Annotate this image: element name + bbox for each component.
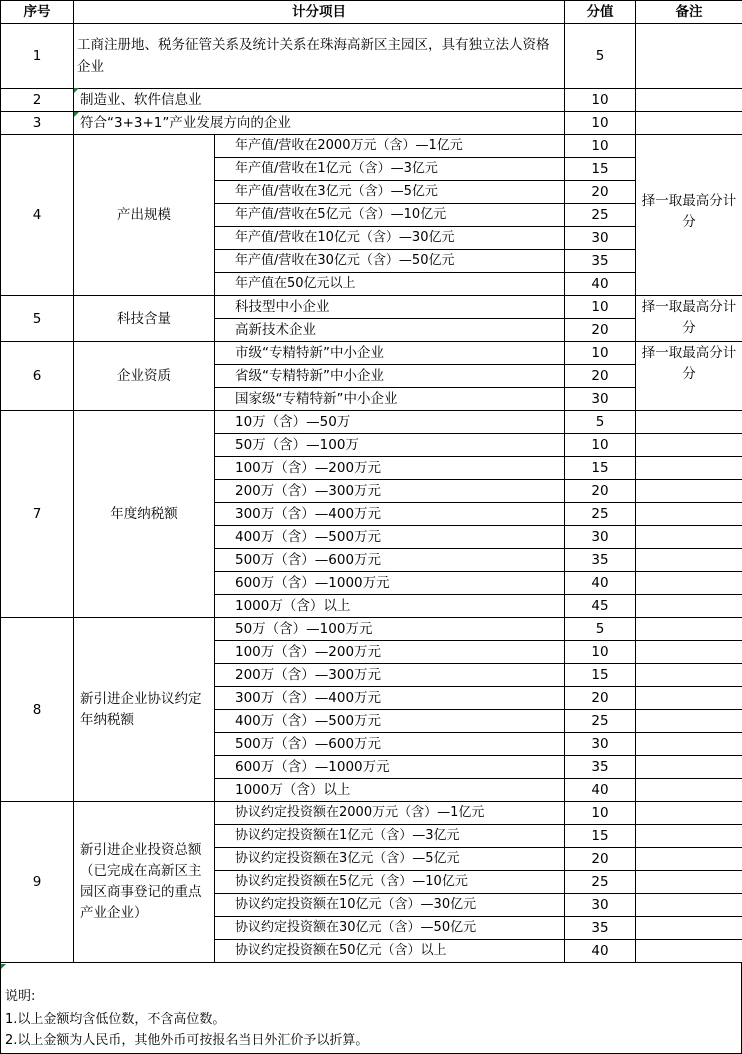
criterion-label: 1000万（含）以上 — [215, 779, 565, 802]
row-note — [636, 480, 742, 503]
group-note: 择一取最高分计分 — [636, 342, 742, 411]
row-note — [636, 848, 742, 871]
criterion-score: 40 — [565, 940, 636, 963]
criterion-label: 年产值/营收在30亿元（含）—50亿元 — [215, 250, 565, 273]
criterion-label: 年产值/营收在10亿元（含）—30亿元 — [215, 227, 565, 250]
criterion-label: 500万（含）—600万元 — [215, 733, 565, 756]
criterion-label: 400万（含）—500万元 — [215, 710, 565, 733]
row-note — [636, 917, 742, 940]
criterion-label: 500万（含）—600万元 — [215, 549, 565, 572]
header-note: 备注 — [636, 1, 742, 24]
header-seq: 序号 — [1, 1, 74, 24]
row-note — [636, 618, 742, 641]
table-row — [1, 135, 742, 158]
criterion-score: 15 — [565, 664, 636, 687]
group-seq: 9 — [1, 802, 74, 963]
group-seq: 8 — [1, 618, 74, 802]
row-note — [636, 779, 742, 802]
criterion-label: 年产值/营收在1亿元（含）—3亿元 — [215, 158, 565, 181]
notes-line-1: 1.以上金额均含低位数，不含高位数。 — [5, 1012, 226, 1027]
row-note — [636, 526, 742, 549]
criterion-score: 40 — [565, 779, 636, 802]
criterion-score: 40 — [565, 572, 636, 595]
group-note: 择一取最高分计分 — [636, 135, 742, 296]
criterion-label: 年产值/营收在2000万元（含）—1亿元 — [215, 135, 565, 158]
table-row — [1, 89, 742, 112]
group-seq: 4 — [1, 135, 74, 296]
criterion-label: 市级“专精特新”中小企业 — [215, 342, 565, 365]
criterion-label: 年产值/营收在5亿元（含）—10亿元 — [215, 204, 565, 227]
criterion-score: 15 — [565, 457, 636, 480]
criterion-score: 5 — [565, 411, 636, 434]
group-name: 产出规模 — [74, 135, 215, 296]
row-note — [636, 24, 742, 89]
table-row — [1, 802, 742, 825]
row-score: 10 — [565, 112, 636, 135]
criterion-score: 30 — [565, 388, 636, 411]
criterion-label: 协议约定投资额在2000万元（含）—1亿元 — [215, 802, 565, 825]
cell-marker-icon — [1, 964, 6, 969]
criterion-score: 15 — [565, 825, 636, 848]
criterion-label: 协议约定投资额在1亿元（含）—3亿元 — [215, 825, 565, 848]
criterion-score: 30 — [565, 526, 636, 549]
row-seq: 1 — [1, 24, 74, 89]
criterion-score: 30 — [565, 733, 636, 756]
group-seq: 6 — [1, 342, 74, 411]
row-item: 工商注册地、税务征管关系及统计关系在珠海高新区主园区，具有独立法人资格企业 — [74, 24, 565, 89]
criterion-label: 国家级“专精特新”中小企业 — [215, 388, 565, 411]
criterion-label: 科技型中小企业 — [215, 296, 565, 319]
criterion-score: 25 — [565, 710, 636, 733]
group-name: 新引进企业协议约定年纳税额 — [74, 618, 215, 802]
group-seq: 7 — [1, 411, 74, 618]
criterion-score: 20 — [565, 480, 636, 503]
criterion-label: 省级“专精特新”中小企业 — [215, 365, 565, 388]
group-seq: 5 — [1, 296, 74, 342]
criterion-label: 年产值/营收在3亿元（含）—5亿元 — [215, 181, 565, 204]
row-item: 符合“3+3+1”产业发展方向的企业 — [74, 112, 565, 135]
criterion-label: 年产值在50亿元以上 — [215, 273, 565, 296]
criterion-label: 300万（含）—400万元 — [215, 503, 565, 526]
criterion-label: 协议约定投资额在50亿元（含）以上 — [215, 940, 565, 963]
criterion-score: 35 — [565, 549, 636, 572]
header-row — [1, 1, 742, 24]
table-row — [1, 296, 742, 319]
criterion-label: 协议约定投资额在30亿元（含）—50亿元 — [215, 917, 565, 940]
cell-marker-icon — [74, 112, 79, 117]
criterion-label: 50万（含）—100万 — [215, 434, 565, 457]
header-item: 计分项目 — [74, 1, 565, 24]
criterion-score: 35 — [565, 756, 636, 779]
criterion-score: 25 — [565, 204, 636, 227]
row-item: 制造业、软件信息业 — [74, 89, 565, 112]
group-name: 新引进企业投资总额（已完成在高新区主园区商事登记的重点产业企业） — [74, 802, 215, 963]
criterion-score: 10 — [565, 434, 636, 457]
criterion-score: 20 — [565, 319, 636, 342]
criterion-score: 45 — [565, 595, 636, 618]
criterion-score: 5 — [565, 618, 636, 641]
criterion-score: 20 — [565, 848, 636, 871]
row-note — [636, 871, 742, 894]
row-seq: 3 — [1, 112, 74, 135]
table-row — [1, 342, 742, 365]
row-note — [636, 411, 742, 434]
criterion-score: 20 — [565, 687, 636, 710]
criterion-label: 1000万（含）以上 — [215, 595, 565, 618]
criterion-score: 35 — [565, 917, 636, 940]
criterion-score: 10 — [565, 135, 636, 158]
criterion-label: 100万（含）—200万元 — [215, 457, 565, 480]
row-note — [636, 802, 742, 825]
criterion-score: 30 — [565, 227, 636, 250]
row-note — [636, 595, 742, 618]
group-note: 择一取最高分计分 — [636, 296, 742, 342]
row-note — [636, 572, 742, 595]
row-note — [636, 503, 742, 526]
criterion-score: 20 — [565, 365, 636, 388]
criterion-label: 50万（含）—100万元 — [215, 618, 565, 641]
criterion-score: 10 — [565, 342, 636, 365]
row-note — [636, 641, 742, 664]
criterion-label: 协议约定投资额在3亿元（含）—5亿元 — [215, 848, 565, 871]
criterion-score: 10 — [565, 641, 636, 664]
criterion-score: 25 — [565, 871, 636, 894]
criterion-label: 协议约定投资额在10亿元（含）—30亿元 — [215, 894, 565, 917]
group-name: 企业资质 — [74, 342, 215, 411]
criterion-score: 35 — [565, 250, 636, 273]
row-note — [636, 825, 742, 848]
row-score: 10 — [565, 89, 636, 112]
row-note — [636, 112, 742, 135]
criterion-score: 25 — [565, 503, 636, 526]
criterion-label: 300万（含）—400万元 — [215, 687, 565, 710]
criterion-label: 600万（含）—1000万元 — [215, 756, 565, 779]
notes-title: 说明: — [5, 989, 36, 1004]
criterion-label: 100万（含）—200万元 — [215, 641, 565, 664]
table-row — [1, 618, 742, 641]
header-score: 分值 — [565, 1, 636, 24]
table-row — [1, 411, 742, 434]
row-note — [636, 89, 742, 112]
criterion-label: 10万（含）—50万 — [215, 411, 565, 434]
row-note — [636, 710, 742, 733]
row-note — [636, 457, 742, 480]
criterion-score: 20 — [565, 181, 636, 204]
criterion-score: 15 — [565, 158, 636, 181]
criterion-label: 协议约定投资额在5亿元（含）—10亿元 — [215, 871, 565, 894]
criterion-score: 30 — [565, 894, 636, 917]
row-seq: 2 — [1, 89, 74, 112]
group-name: 年度纳税额 — [74, 411, 215, 618]
row-note — [636, 434, 742, 457]
criterion-score: 10 — [565, 802, 636, 825]
row-note — [636, 756, 742, 779]
table-row — [1, 112, 742, 135]
criterion-label: 400万（含）—500万元 — [215, 526, 565, 549]
row-note — [636, 549, 742, 572]
row-note — [636, 894, 742, 917]
row-score: 5 — [565, 24, 636, 89]
row-note — [636, 733, 742, 756]
cell-marker-icon — [74, 88, 79, 93]
group-name: 科技含量 — [74, 296, 215, 342]
criterion-label: 600万（含）—1000万元 — [215, 572, 565, 595]
notes-box — [0, 963, 742, 1054]
criterion-label: 200万（含）—300万元 — [215, 664, 565, 687]
table-row — [1, 24, 742, 89]
notes-line-2: 2.以上金额为人民币，其他外币可按报名当日外汇价予以折算。 — [5, 1033, 369, 1048]
criterion-label: 高新技术企业 — [215, 319, 565, 342]
row-note — [636, 664, 742, 687]
criterion-score: 40 — [565, 273, 636, 296]
row-note — [636, 687, 742, 710]
criterion-score: 10 — [565, 296, 636, 319]
row-note — [636, 940, 742, 963]
criterion-label: 200万（含）—300万元 — [215, 480, 565, 503]
